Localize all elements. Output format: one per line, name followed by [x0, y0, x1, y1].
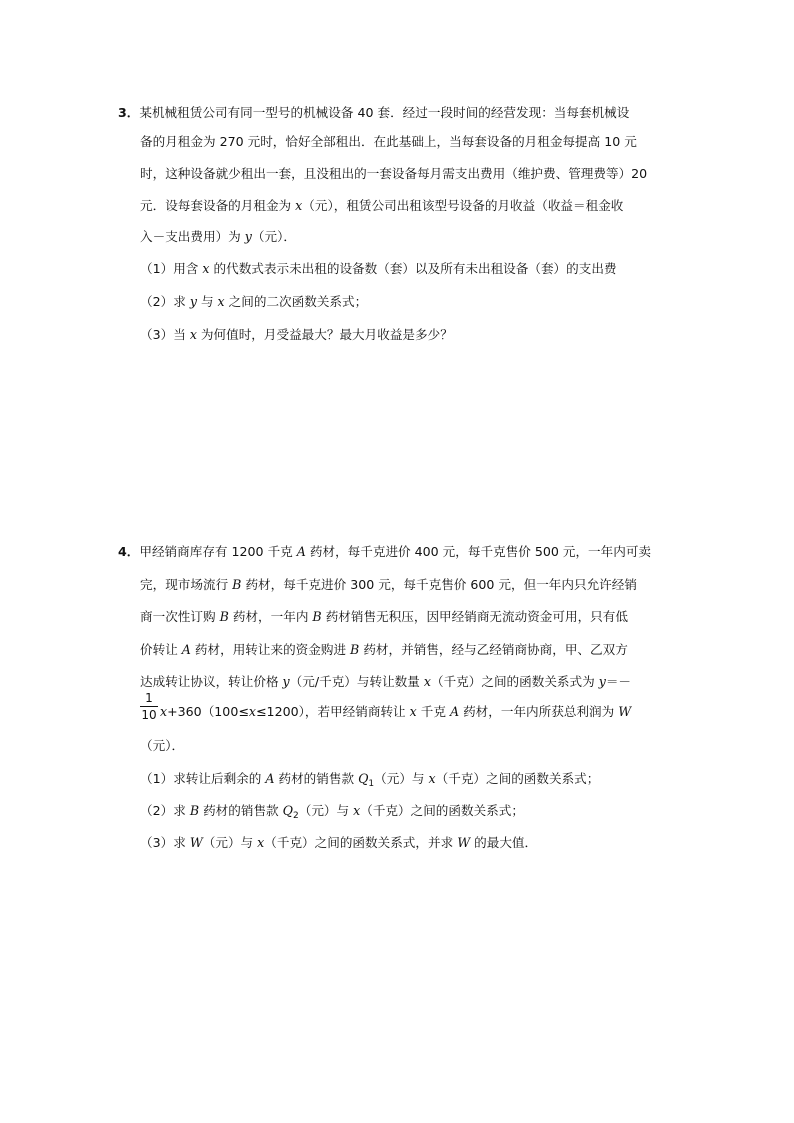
- q3-line-2: 备的月租金为 270 元时，恰好全部租出．在此基础上，当每套设备的月租金每提高 10 元: [140, 134, 637, 149]
- q4-line-7: （元）．: [140, 738, 185, 753]
- fraction-bar: [140, 706, 158, 707]
- q3-line-1: 3．某机械租赁公司有同一型号的机械设备 40 套．经过一段时间的经营发现：当每套机械设: [118, 105, 630, 120]
- fraction-one-tenth: [140, 691, 158, 722]
- q3-number: 3．: [118, 105, 140, 120]
- q3-line-4: 元．设每套设备的月租金为 x（元），租赁公司出租该型号设备的月收益（收益＝租金收: [140, 198, 624, 213]
- q4-subquestion-3: （3）求 W（元）与 x（千克）之间的函数关系式，并求 W 的最大值．: [140, 835, 538, 850]
- q3-subquestion-2: （2）求 y 与 x 之间的二次函数关系式；: [140, 294, 368, 309]
- q4-line-2: 完，现市场流行 B 药材，每千克进价 300 元，每千克售价 600 元，但一年内只允许经销: [140, 577, 637, 592]
- q4-line-5: 达成转让协议，转让价格 y（元/千克）与转让数量 x（千克）之间的函数关系式为 y＝－: [140, 674, 632, 689]
- q4-number: 4．: [118, 544, 140, 559]
- q3-subquestion-3: （3）当 x 为何值时，月受益最大？最大月收益是多少？: [140, 327, 453, 342]
- q4-line-3: 商一次性订购 B 药材，一年内 B 药材销售无积压，因甲经销商无流动资金可用，只有低: [140, 609, 628, 624]
- q4-subquestion-1: （1）求转让后剩余的 A 药材的销售款 $Q_1$（元）与 x（千克）之间的函数关系式；: [140, 771, 600, 789]
- q3-line-5: 入－支出费用）为 y（元）．: [140, 229, 296, 244]
- q4-subquestion-2: （2）求 B 药材的销售款 $Q_2$（元）与 x（千克）之间的函数关系式；: [140, 803, 524, 821]
- fraction-denominator: 10: [141, 708, 157, 722]
- fraction-numerator: 1: [145, 691, 153, 705]
- q3-line-3: 时，这种设备就少租出一套，且没租出的一套设备每月需支出费用（维护费、管理费等）20: [140, 166, 648, 181]
- q4-line-1: 4．甲经销商库存有 1200 千克 A 药材，每千克进价 400 元，每千克售价 500 元，一年内可卖: [118, 544, 652, 559]
- q4-line-6: x+360（100≤x≤1200），若甲经销商转让 x 千克 A 药材，一年内所获总利润为 W: [160, 704, 632, 719]
- q4-line-4: 价转让 A 药材，用转让来的资金购进 B 药材，并销售，经与乙经销商协商，甲、乙双方: [140, 642, 628, 657]
- q3-subquestion-1: （1）用含 x 的代数式表示未出租的设备数（套）以及所有未出租设备（套）的支出费: [140, 261, 617, 276]
